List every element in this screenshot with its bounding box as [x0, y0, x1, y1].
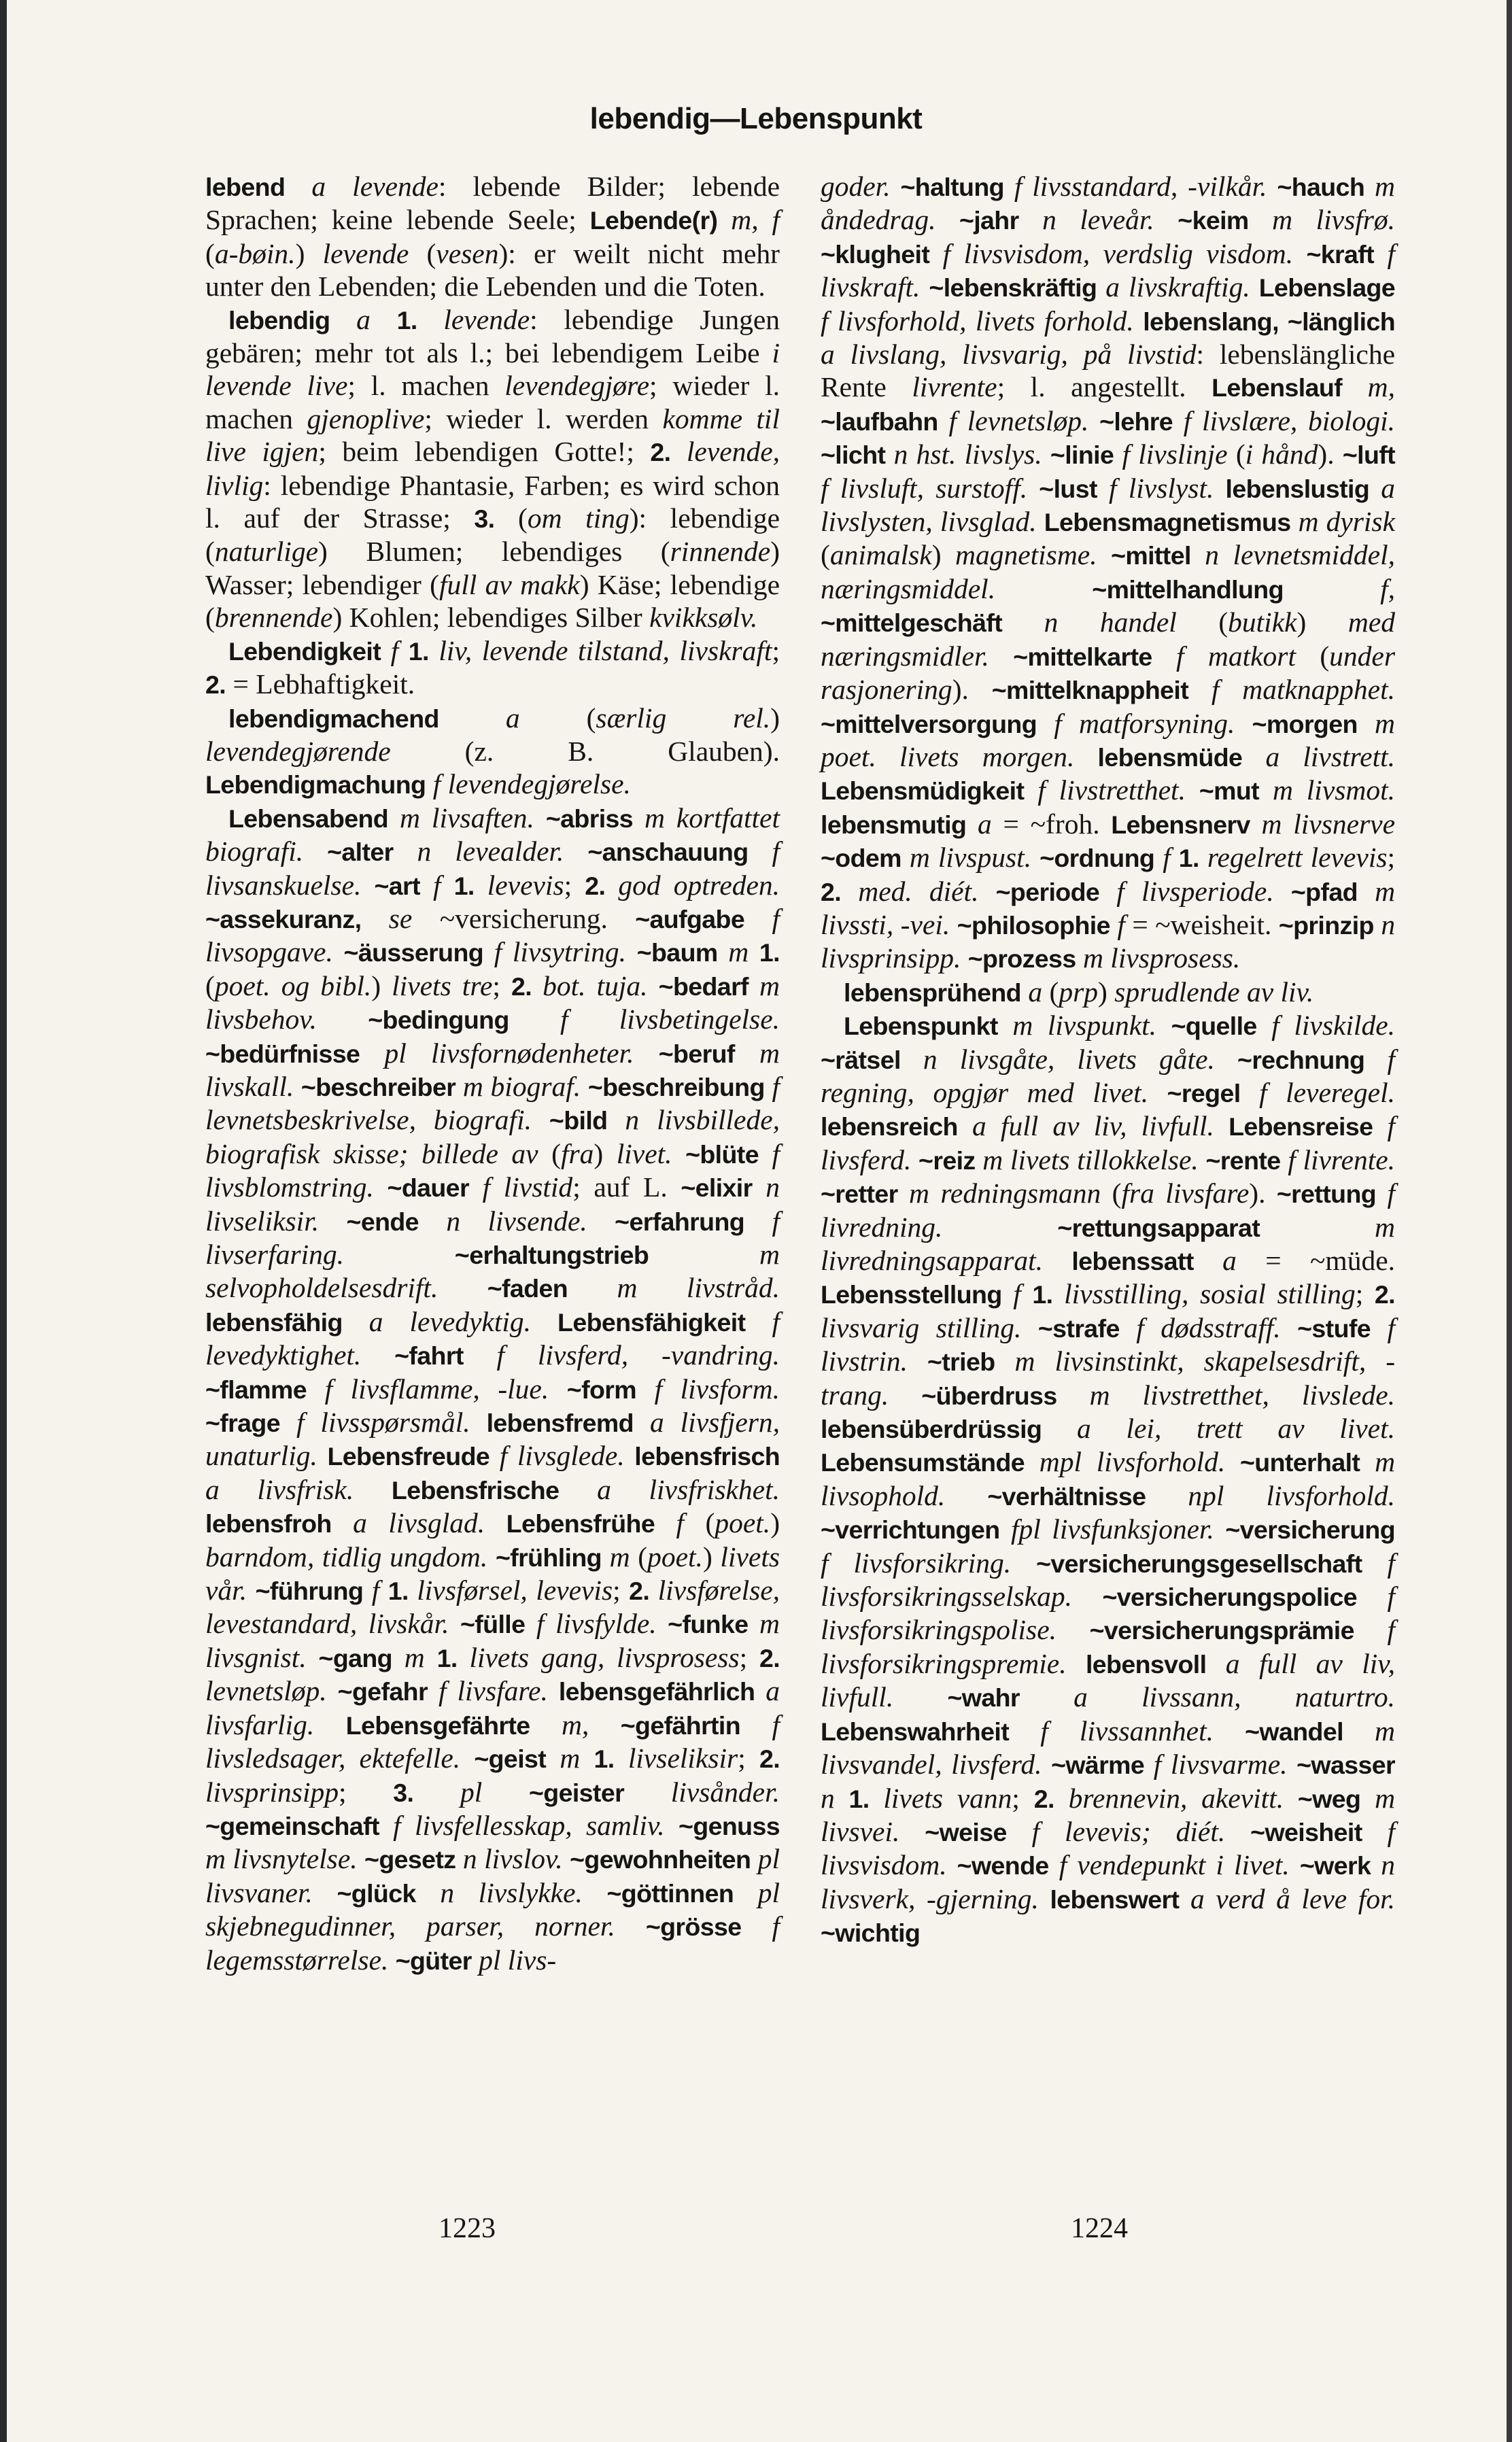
- page-number-right: 1224: [1071, 2213, 1128, 2244]
- dictionary-paragraph: lebendig a 1. levende: lebendige Jungen gebären; mehr tot als l.; bei lebendigem Leibe i levende live; l. machen levendegjøre; wieder l. machen gjenoplive; wieder l. werden komme til live igjen; beim lebendigen Gotte!; 2. levende, livlig: lebendige Phantasie, Farben; es wird schon l. auf der Strasse; 3. (om ting): lebendige (naturlige) Blumen; lebendiges (rinnende) Wasser; lebendiger (full av makk) Käse; lebendige (brennende) Kohlen; lebendiges Silber kvikksølv.: [205, 303, 780, 634]
- right-column: [821, 170, 1395, 1950]
- dictionary-paragraph: lebendigmachend a (særlig rel.) levendegjørende (z. B. Glauben). Lebendigmachung f levendegjørelse.: [205, 702, 780, 800]
- dictionary-paragraph: lebend a levende: lebende Bilder; lebende Sprachen; keine lebende Seele; Lebende(r) m, f (a-bøin.) levende (vesen): er weilt nicht mehr unter den Lebenden; die Lebenden und die Toten.: [205, 171, 780, 303]
- dictionary-paragraph: lebensprühend a (prp) sprudlende av liv.: [844, 976, 1314, 1008]
- dictionary-paragraph: goder. ~haltung f livsstandard, -vilkår. ~hauch m åndedrag. ~jahr n leveår. ~keim m livsfrø. ~klugheit f livsvisdom, verdslig visdom. ~kraft f livskraft. ~lebenskräftig a livskraftig. Lebenslage f livsforhold, livets forhold. lebenslang, ~länglich a livslang, livsvarig, på livstid: lebenslängliche Rente livrente; l. angestellt. Lebenslauf m, ~laufbahn f levnetsløp. ~lehre f livslære, biologi. ~licht n hst. livslys. ~linie f livslinje (i hånd). ~luft f livsluft, surstoff. ~lust f livslyst. lebenslustig a livslysten, livsglad. Lebensmagnetismus m dyrisk (animalsk) magnetisme. ~mittel n levnetsmiddel, næringsmiddel. ~mittelhandlung f, ~mittelgeschäft n handel (butikk) med næringsmidler. ~mittelkarte f matkort (under rasjonering). ~mittelknappheit f matknapphet. ~mittelversorgung f matforsyning. ~morgen m poet. livets morgen. lebensmüde a livstrett. Lebensmüdigkeit f livstretthet. ~mut m livsmot. lebensmutig a = ~froh. Lebensnerv m livsnerve ~odem m livspust. ~ordnung f 1. regelrett levevis; 2. med. diét. ~periode f livsperiode. ~pfad m livssti, -vei. ~philosophie f = ~weisheit. ~prinzip n livsprinsipp. ~prozess m livsprosess.: [821, 171, 1396, 974]
- running-header: lebendig—Lebenspunkt: [589, 102, 923, 135]
- dictionary-paragraph: Lebensabend m livsaften. ~abriss m kortfattet biografi. ~alter n levealder. ~anschauung f livsanskuelse. ~art f 1. levevis; 2. god optreden. ~assekuranz, se ~versicherung. ~aufgabe f livsopgave. ~äusserung f livsytring. ~baum m 1. (poet. og bibl.) livets tre; 2. bot. tuja. ~bedarf m livsbehov. ~bedingung f livsbetingelse. ~bedürfnisse pl livsfornødenheter. ~beruf m livskall. ~beschreiber m biograf. ~beschreibung f levnetsbeskrivelse, biografi. ~bild n livsbillede, biografisk skisse; billede av (fra) livet. ~blüte f livsblomstring. ~dauer f livstid; auf L. ~elixir n livseliksir. ~ende n livsende. ~erfahrung f livserfaring. ~erhaltungstrieb m selvopholdelsesdrift. ~faden m livstråd. lebensfähig a levedyktig. Lebensfähigkeit f levedyktighet. ~fahrt f livsferd, -vandring. ~flamme f livsflamme, -lue. ~form f livsform. ~frage f livsspørsmål. lebensfremd a livsfjern, unaturlig. Lebensfreude f livsglede. lebensfrisch a livsfrisk. Lebensfrische a livsfriskhet. lebensfroh a livsglad. Lebensfrühe f (poet.) barndom, tidlig ungdom. ~frühling m (poet.) livets vår. ~führung f 1. livsførsel, levevis; 2. livsførelse, levestandard, livskår. ~fülle f livsfylde. ~funke m livsgnist. ~gang m 1. livets gang, livsprosess; 2. levnetsløp. ~gefahr f livsfare. lebensgefährlich a livsfarlig. Lebensgefährte m, ~gefährtin f livsledsager, ektefelle. ~geist m 1. livseliksir; 2. livsprinsipp; 3. pl ~geister livsånder. ~gemeinschaft f livsfellesskap, samliv. ~genuss m livsnytelse. ~gesetz n livslov. ~gewohnheiten pl livsvaner. ~glück n livslykke. ~göttinnen pl skjebnegudinner, parser, norner. ~grösse f legemsstørrelse. ~güter pl livs-: [205, 802, 780, 1976]
- left-column: [205, 170, 780, 1977]
- dictionary-paragraph: Lebendigkeit f 1. liv, levende tilstand, livskraft; 2. = Lebhaftigkeit.: [205, 634, 780, 700]
- page-number-left: 1223: [439, 2213, 496, 2244]
- dictionary-paragraph: Lebenspunkt m livspunkt. ~quelle f livskilde. ~rätsel n livsgåte, livets gåte. ~rechnung f regning, opgjør med livet. ~regel f leveregel. lebensreich a full av liv, livfull. Lebensreise f livsferd. ~reiz m livets tillokkelse. ~rente f livrente. ~retter m redningsmann (fra livsfare). ~rettung f livredning. ~rettungsapparat m livredningsapparat. lebenssatt a = ~müde. Lebensstellung f 1. livsstilling, sosial stilling; 2. livsvarig stilling. ~strafe f dødsstraff. ~stufe f livstrin. ~trieb m livsinstinkt, skapelsesdrift, -trang. ~überdruss m livstretthet, livslede. lebensüberdrüssig a lei, trett av livet. Lebensumstände mpl livsforhold. ~unterhalt m livsophold. ~verhältnisse npl livsforhold. ~verrichtungen fpl livsfunksjoner. ~versicherung f livsforsikring. ~versicherungsgesellschaft f livsforsikringsselskap. ~versicherungspolice f livsforsikringspolise. ~versicherungsprämie f livsforsikringspremie. lebensvoll a full av liv, livfull. ~wahr a livssann, naturtro. Lebenswahrheit f livssannhet. ~wandel m livsvandel, livsferd. ~wärme f livsvarme. ~wasser n 1. livets vann; 2. brennevin, akevitt. ~weg m livsvei. ~weise f levevis; diét. ~weisheit f livsvisdom. ~wende f vendepunkt i livet. ~werk n livsverk, -gjerning. lebenswert a verd å leve for. ~wichtig: [821, 1010, 1396, 1948]
